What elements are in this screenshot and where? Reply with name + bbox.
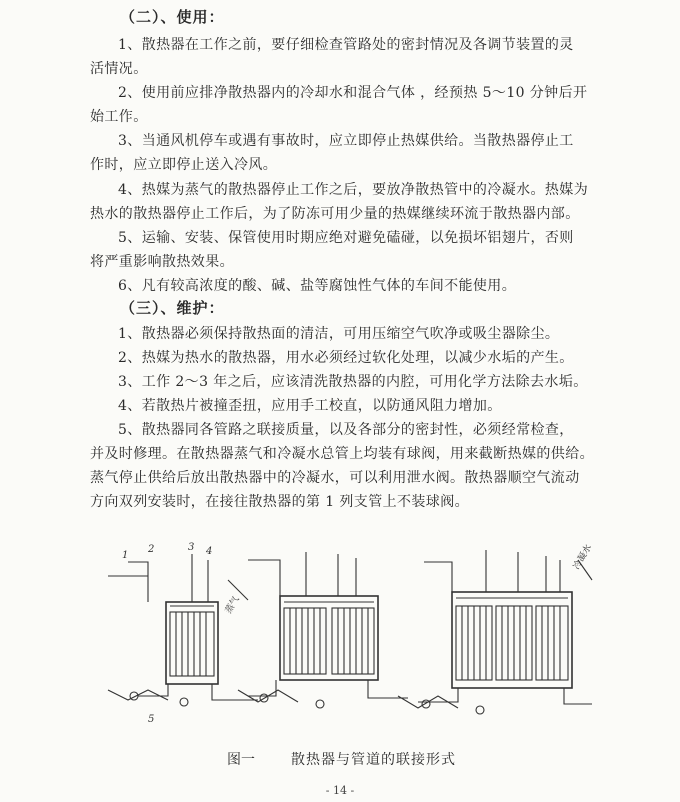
label-2: 2 bbox=[148, 544, 155, 555]
paragraph-line: 1、散热器在工作之前，要仔细检查管路处的密封情况及各调节装置的灵 bbox=[118, 37, 574, 53]
paragraph-line: 2、使用前应排净散热器内的冷却水和混合气体 ，经预热 5～10 分钟后开 bbox=[118, 85, 588, 101]
paragraph-line: 1、散热器必须保持散热面的清洁，可用压缩空气吹净或吸尘器除尘。 bbox=[118, 326, 560, 342]
paragraph-line: 4、热媒为蒸气的散热器停止工作之后，要放净散热管中的冷凝水。热媒为 bbox=[118, 182, 589, 198]
heading-maintain: （三）、维护： bbox=[120, 299, 225, 317]
paragraph-line: 3、工作 2～3 年之后，应该清洗散热器的内腔，可用化学方法除去水垢。 bbox=[118, 374, 588, 390]
radiator-piping-diagram bbox=[88, 540, 608, 740]
label-1: 1 bbox=[122, 550, 129, 561]
paragraph-line: 4、若散热片被撞歪扭，应用手工校直，以防通风阻力增加。 bbox=[118, 398, 502, 414]
page-number: - 14 - bbox=[325, 784, 355, 797]
paragraph-line: 蒸气停止供给后放出散热器中的冷凝水，可以利用泄水阀。散热器顺空气流动 bbox=[90, 470, 580, 486]
diagram-svg bbox=[88, 540, 608, 740]
label-steam: 蒸气 bbox=[223, 594, 242, 616]
paragraph-line: 2、热媒为热水的散热器，用水必须经过软化处理，以减少水垢的产生。 bbox=[118, 350, 574, 366]
paragraph-line: 5、运输、安装、保管使用时期应绝对避免磕碰，以免损坏铝翅片，否则 bbox=[118, 230, 574, 246]
paragraph-line: 方向双列安装时，在接往散热器的第 1 列支管上不装球阀。 bbox=[90, 494, 470, 510]
radiator-unit-1 bbox=[108, 554, 258, 706]
radiator-unit-3 bbox=[398, 550, 592, 714]
paragraph-line: 3、当通风机停车或遇有事故时，应立即停止热媒供给。当散热器停止工 bbox=[118, 133, 574, 149]
paragraph-line: 并及时修理。在散热器蒸气和冷凝水总管上均装有球阀，用来截断热媒的供给。 bbox=[90, 446, 594, 462]
paragraph-line: 5、散热器同各管路之联接质量，以及各部分的密封性，必须经常检查， bbox=[118, 422, 574, 438]
paragraph-line: 热水的散热器停止工作后，为了防冻可用少量的热媒继续环流于散热器内部。 bbox=[90, 206, 580, 222]
label-condensate: 冷凝水 bbox=[571, 543, 595, 572]
label-3: 3 bbox=[188, 542, 195, 553]
label-5: 5 bbox=[148, 714, 155, 725]
label-4: 4 bbox=[206, 546, 213, 557]
figure-title: 散热器与管道的联接形式 bbox=[291, 752, 456, 768]
heading-use: （二）、使用： bbox=[120, 8, 225, 26]
figure-number: 图一 bbox=[227, 752, 255, 768]
paragraph-line: 活情况。 bbox=[90, 61, 148, 77]
paragraph-line: 6、凡有较高浓度的酸、碱、盐等腐蚀性气体的车间不能使用。 bbox=[118, 278, 517, 294]
paragraph-line: 作时，应立即停止送入冷风。 bbox=[90, 157, 278, 173]
paragraph-line: 将严重影响散热效果。 bbox=[90, 254, 234, 270]
paragraph-line: 始工作。 bbox=[90, 109, 148, 125]
radiator-unit-2 bbox=[238, 552, 408, 708]
